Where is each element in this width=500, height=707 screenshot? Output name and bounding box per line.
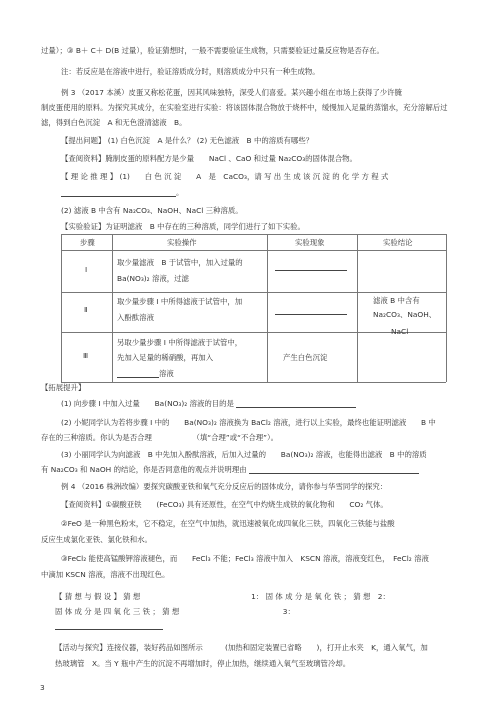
text-line: 例 3 （2017 本溪）皮蛋又称松花蛋，因其风味独特，深受人们喜爱。某兴趣小组在市场上获得了少许腌 bbox=[61, 88, 402, 97]
text-line: (1) 向步骤 Ⅰ 中加入过量 Ba(NO₃)₂ 溶液的目的是 bbox=[61, 399, 234, 408]
table-header: 步骤 bbox=[80, 238, 95, 247]
text-line: 滤，得到白色沉淀 A 和无色澄清滤液 B。 bbox=[41, 118, 187, 127]
experiment-table bbox=[61, 234, 446, 382]
operation-text: 另取少量步骤 Ⅰ 中所得滤液于试管中， bbox=[117, 338, 243, 347]
answer-line bbox=[55, 621, 163, 630]
text-line: 【 猜 想 与 假 设 】 猜 想 1： 固 体 成 分 是 氧 化 铁 ； 猜 想 2： bbox=[55, 592, 390, 601]
conclusion-text: 滤液 B 中含有 bbox=[373, 296, 420, 305]
table-header: 实验操作 bbox=[167, 238, 197, 247]
operation-text: 先加入足量的稀硝酸，再加入 bbox=[117, 353, 214, 362]
text-line: 【活动与探究】连接仪器，装好药品如图所示 (加热和固定装置已省略 )，打开止水夹 K，通入氧气，加 bbox=[55, 643, 428, 652]
answer-blank[interactable] bbox=[61, 188, 176, 197]
phenomenon-blank[interactable] bbox=[275, 262, 347, 271]
text-line: 制皮蛋使用的原料。为探究其成分，在实验室进行实验：将该固体混合物放于烧杯中，缓慢加入足量的蒸馏水，充分溶解后过 bbox=[41, 103, 448, 112]
operation-text: 溶液 bbox=[159, 369, 174, 378]
answer-blank[interactable] bbox=[236, 399, 356, 408]
operation-text: 入酚酞溶液 bbox=[117, 313, 154, 322]
answer-blank[interactable] bbox=[55, 621, 163, 630]
text-line: 固 体 成 分 是 四 氧 化 三 铁 ； 猜 想 3： bbox=[55, 607, 295, 616]
text-line: 【实验验证】为证明滤液 B 中存在的三种溶质，同学们进行了如下实验。 bbox=[61, 222, 305, 231]
reagent-blank[interactable] bbox=[117, 370, 159, 378]
operation-text: 取少量步骤 Ⅰ 中所得滤液于试管中，加 bbox=[117, 297, 243, 306]
conclusion-text: NaCl bbox=[391, 327, 409, 336]
step-label: Ⅱ bbox=[84, 305, 88, 314]
answer-line bbox=[61, 399, 356, 408]
page-number: 3 bbox=[40, 683, 45, 692]
answer-line bbox=[41, 465, 419, 474]
phenomenon-blank[interactable] bbox=[275, 306, 347, 315]
answer-line bbox=[61, 188, 183, 197]
text-line: 反应生成氯化亚铁、氯化铁和水。 bbox=[41, 535, 152, 544]
text-line: (2) 滤液 B 中含有 Na₂CO₃、NaOH、NaCl 三种溶质。 bbox=[61, 206, 243, 215]
step-label: Ⅰ bbox=[85, 265, 88, 274]
text-line: 【拓展提升】 bbox=[41, 383, 86, 392]
text-line: 【提出问题】 (1) 白色沉淀 A 是什么？ (2) 无色滤液 B 中的溶质有哪些？ bbox=[61, 136, 314, 145]
table-header: 实验现象 bbox=[295, 238, 325, 247]
text-line: 【查阅资料】腌制皮蛋的原料配方是少量 NaCl 、CaO 和过量 Na₂CO₃的固体混合物。 bbox=[61, 154, 357, 163]
text-line: (2) 小妮同学认为若将步骤 Ⅰ 中的 Ba(NO₃)₂ 溶液换为 BaCl₂ 溶液，进行以上实验，最终也能证明滤液 B 中 bbox=[61, 418, 436, 427]
text-line: 过量）；③ B＋ C＋ D(B 过量），验证猜想时，一般不需要验证生成物，只需要验证过量反应物是否存在。 bbox=[41, 46, 384, 55]
text-line: 热玻璃管 X。当 Y 瓶中产生的沉淀不再增加时，停止加热，继续通入氧气至玻璃管冷却。 bbox=[55, 659, 351, 668]
text-line: ③FeCl₂ 能使高锰酸钾溶液褪色，而 FeCl₃ 不能；FeCl₃ 溶液中加入 KSCN 溶液，溶液变红色， FeCl₂ 溶液 bbox=[61, 554, 429, 563]
text-line: 【 理 论 推 理 】 (1) 白 色 沉 淀 A 是 CaCO₃，请 写 出 生 成 该 沉 淀 的 化 学 方 程 式 bbox=[61, 172, 389, 181]
step-label: Ⅲ bbox=[83, 351, 89, 360]
text-line: 。 bbox=[176, 188, 184, 197]
text-line: 中滴加 KSCN 溶液，溶液不出现红色。 bbox=[41, 570, 170, 579]
text-line: 例 4 （2016 株洲改编）要探究碳酸亚铁和氧气充分反应后的固体成分，请你参与华雪同学的探究： bbox=[61, 482, 388, 491]
text-line: (3) 小丽同学认为向滤液 B 中先加入酚酞溶液，后加入过量的 Ba(NO₃)₂ 溶液，也能得出滤液 B 中的溶质 bbox=[61, 450, 427, 459]
operation-text: Ba(NO₃)₂ 溶液，过滤 bbox=[117, 274, 189, 283]
text-line: ②FeO 是一种黑色粉末，它不稳定，在空气中加热，就迅速被氧化成四氧化三铁，四氧化三铁能与盐酸 bbox=[61, 519, 395, 528]
answer-blank[interactable] bbox=[249, 465, 419, 474]
phenomenon-text: 产生白色沉淀 bbox=[283, 353, 328, 362]
operation-text: 取少量滤液 B 于试管中，加入过量的 bbox=[117, 258, 243, 267]
text-line: 注：若反应是在溶液中进行，验证溶质成分时，则溶质成分中只有一种生成物。 bbox=[61, 67, 320, 76]
text-line: 有 Na₂CO₃ 和 NaOH 的结论，你是否同意他的观点并说明理由 bbox=[41, 465, 247, 474]
conclusion-text: Na₂CO₃、NaOH、 bbox=[373, 310, 437, 319]
operation-text bbox=[117, 369, 174, 378]
table-header: 实验结论 bbox=[383, 238, 413, 247]
text-line: 【查阅资料】①碳酸亚铁 (FeCO₃) 具有还原性，在空气中灼烧生成铁的氧化物和 CO₂ 气体。 bbox=[61, 500, 388, 509]
text-line: 存在的三种溶质。你认为是否合理 （填“合理”或“不合理”）。 bbox=[41, 433, 279, 442]
